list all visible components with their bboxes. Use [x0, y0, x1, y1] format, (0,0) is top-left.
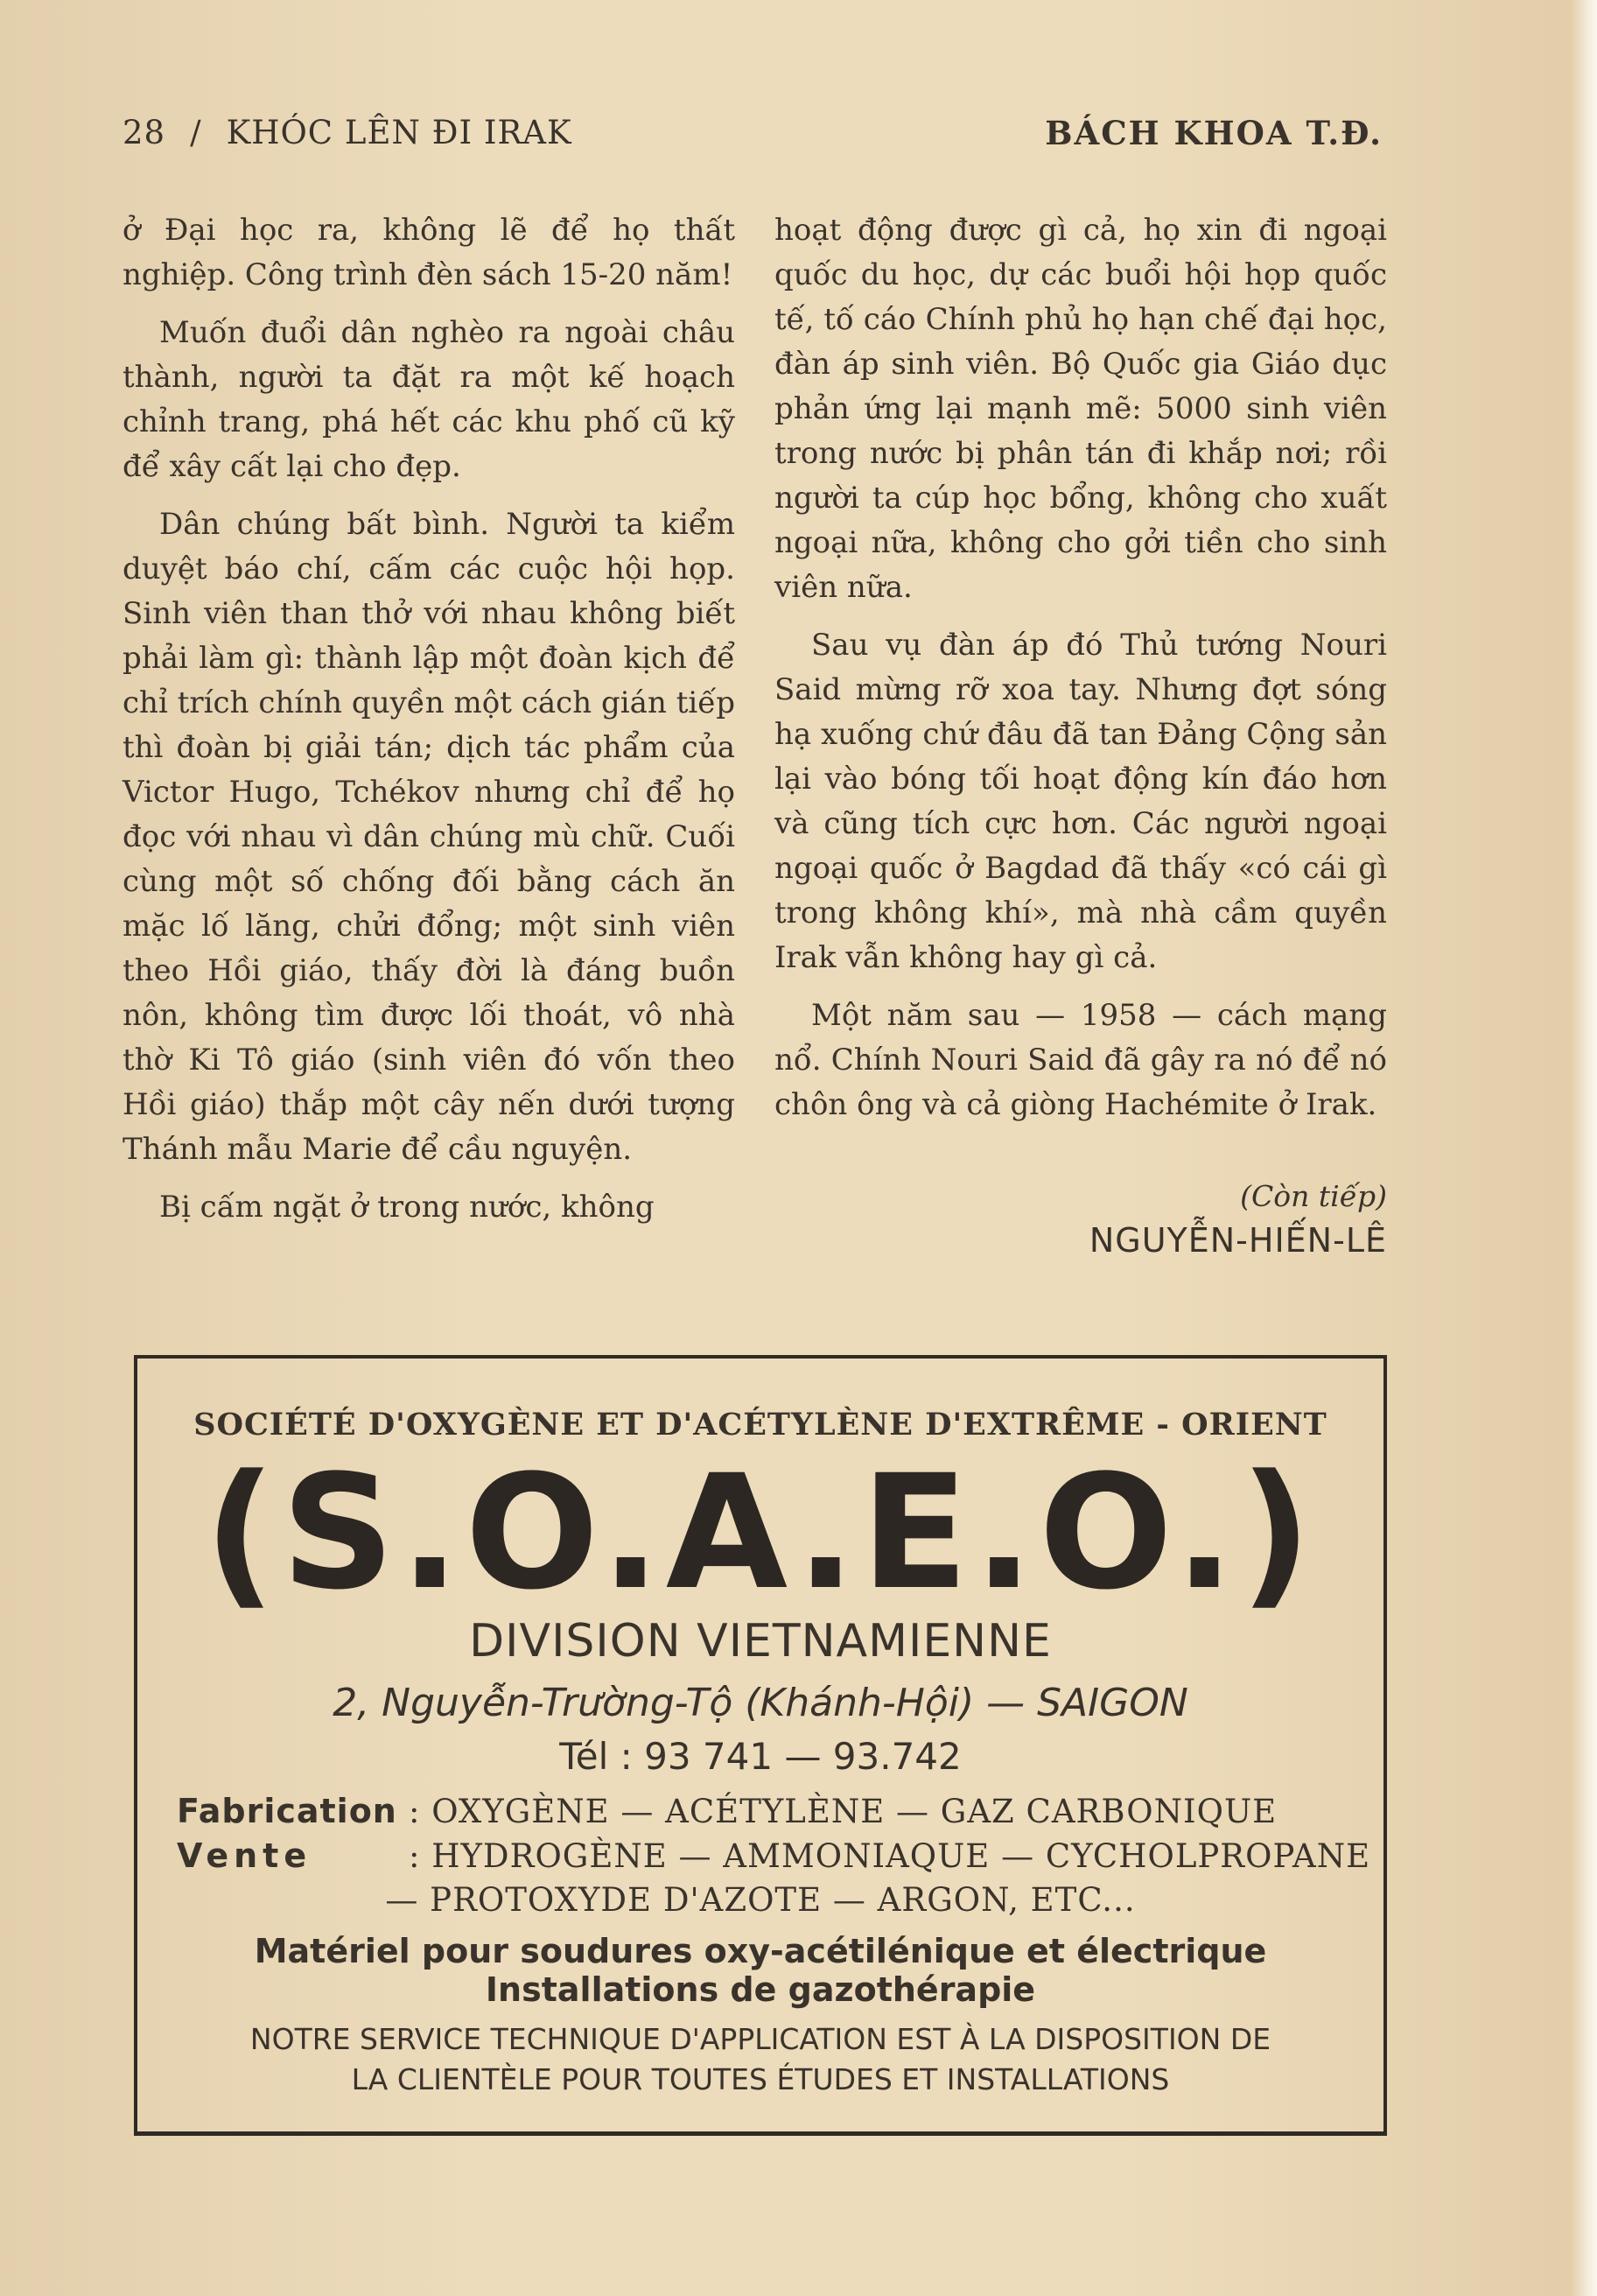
ad-fabrication-line	[177, 1792, 1349, 1830]
page-header	[123, 114, 1383, 158]
ad-notice-line: NOTRE SERVICE TECHNIQUE D'APPLICATION EST À LA DISPOSITION DE	[249, 2022, 1271, 2056]
paragraph: ở Đại học ra, không lẽ để họ thất nghiệp. Công trình đèn sách 15-20 năm!	[123, 213, 735, 292]
ad-installations-line: Installations de gazothérapie	[485, 1970, 1036, 2009]
article-title: KHÓC LÊN ĐI IRAK	[226, 114, 572, 151]
paragraph: Một năm sau — 1958 — cách mạng nổ. Chính Nouri Said đã gây ra nó để nó chôn ông và cả giòng Hachémite ở Irak.	[774, 998, 1387, 1122]
ad-notice-line: LA CLIENTÈLE POUR TOUTES ÉTUDES ET INSTALLATIONS	[351, 2062, 1170, 2096]
ad-telephone: Tél : 93 741 — 93.742	[559, 1735, 962, 1778]
ad-vente-line	[177, 1836, 1371, 1875]
continued-note: (Còn tiếp)	[1240, 1179, 1387, 1213]
ad-acronym: (S.O.A.E.O.)	[204, 1442, 1317, 1625]
ad-fabrication-label: Fabrication	[177, 1792, 397, 1830]
header-left	[123, 114, 572, 151]
article-column-left	[123, 208, 735, 1243]
advertisement-box	[134, 1355, 1387, 2136]
ad-vente-line-2: — PROTOXYDE D'AZOTE — ARGON, ETC...	[385, 1881, 1136, 1919]
ad-vente-label: Vente	[177, 1836, 312, 1875]
paragraph: Muốn đuổi dân nghèo ra ngoài châu thành, người ta đặt ra một kế hoạch chỉnh trang, phá hết các khu phố cũ kỹ để xây cất lại cho đẹp.	[123, 315, 735, 484]
ad-materiel-line: Matériel pour soudures oxy-acétilénique et électrique	[254, 1932, 1267, 1970]
author-name: NGUYỄN-HIẾN-LÊ	[1089, 1221, 1387, 1260]
paragraph: Bị cấm ngặt ở trong nước, không	[159, 1190, 655, 1225]
header-separator: /	[190, 114, 202, 151]
ad-division: DIVISION VIETNAMIENNE	[469, 1615, 1052, 1668]
paragraph: Dân chúng bất bình. Người ta kiểm duyệt báo chí, cấm các cuộc hội họp. Sinh viên than thở với nhau không biết phải làm gì: thành lập một đoàn kịch để chỉ trích chính quyền một cách gián tiếp thì đoàn bị giải tán; dịch tác phẩm của Victor Hugo, Tchékov nhưng chỉ để họ đọc với nhau vì dân chúng mù chữ. Cuối cùng một số chống đối bằng cách ăn mặc lố lăng, chửi đổng; một sinh viên theo Hồi giáo, thấy đời là đáng buồn nôn, không tìm được lối thoát, vô nhà thờ Ki Tô giáo (sinh viên đó vốn theo Hồi giáo) thắp một cây nến dưới tượng Thánh mẫu Marie để cầu nguyện.	[123, 507, 735, 1167]
magazine-name: BÁCH KHOA T.Đ.	[1045, 114, 1383, 152]
ad-service-notice	[137, 2019, 1383, 2100]
paragraph: hoạt động được gì cả, họ xin đi ngoại quốc du học, dự các buổi hội họp quốc tế, tố cáo Chính phủ họ hạn chế đại học, đàn áp sinh viên. Bộ Quốc gia Giáo dục phản ứng lại mạnh mẽ: 5000 sinh viên trong nước bị phân tán đi khắp nơi; rồi người ta cúp học bổng, không cho xuất ngoại nữa, không cho gởi tiền cho sinh viên nữa.	[774, 213, 1387, 605]
article-column-right	[774, 208, 1387, 1141]
page-number: 28	[123, 114, 166, 151]
article-signature	[774, 1176, 1387, 1263]
ad-address: 2, Nguyễn-Trường-Tộ (Khánh-Hội) — SAIGON	[333, 1681, 1188, 1725]
ad-vente-items: : HYDROGÈNE — AMMONIAQUE — CYCHOLPROPANE	[409, 1837, 1371, 1875]
ad-fabrication-items: : OXYGÈNE — ACÉTYLÈNE — GAZ CARBONIQUE	[409, 1793, 1278, 1830]
ad-materiel	[137, 1932, 1383, 2009]
ad-company-name: SOCIÉTÉ D'OXYGÈNE ET D'ACÉTYLÈNE D'EXTRÊME - ORIENT	[193, 1407, 1327, 1443]
page-edge	[1571, 0, 1597, 2296]
paragraph: Sau vụ đàn áp đó Thủ tướng Nouri Said mừng rỡ xoa tay. Nhưng đợt sóng hạ xuống chứ đâu đã tan Đảng Cộng sản lại vào bóng tối hoạt động kín đáo hơn và cũng tích cực hơn. Các người ngoại ngoại quốc ở Bagdad đã thấy «có cái gì trong không khí», mà nhà cầm quyền Irak vẫn không hay gì cả.	[774, 628, 1387, 975]
